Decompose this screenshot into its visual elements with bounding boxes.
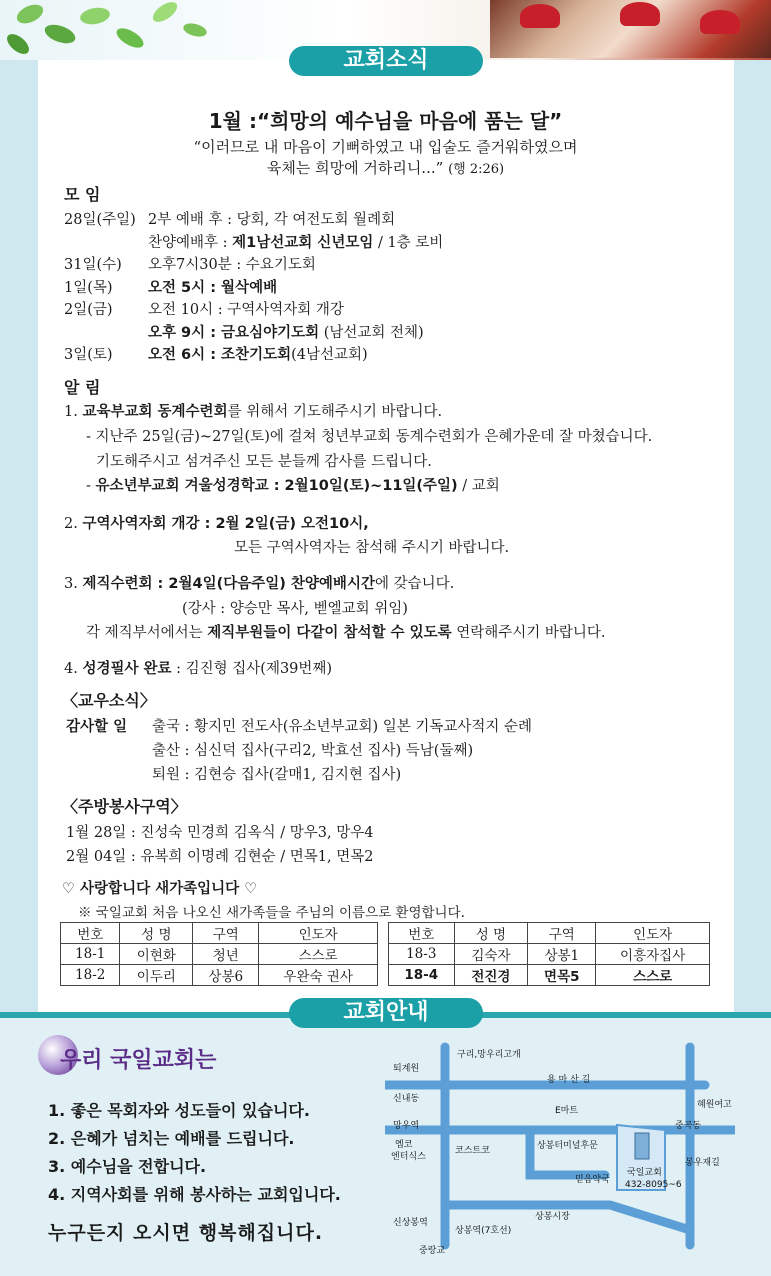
map-label: 신상봉역 <box>393 1218 428 1228</box>
meeting-text: 찬양예배후 : <box>148 234 233 251</box>
newcomers-heading: ♡ 사랑합니다 새가족입니다 ♡ <box>62 881 258 897</box>
table-header: 성 명 <box>120 923 193 944</box>
newcomers-table-right <box>388 922 710 986</box>
table-cell: 18-4 <box>389 965 455 986</box>
newcomers-note: ※ 국일교회 처음 나오신 새가족들을 주님의 이름으로 환영합니다. <box>78 905 465 921</box>
table-header: 성 명 <box>454 923 528 944</box>
table-cell: 면목5 <box>528 965 596 986</box>
table-header-row <box>389 923 710 944</box>
map-label: 중곡동 <box>675 1121 702 1131</box>
table-cell: 이흥자집사 <box>596 944 710 965</box>
table-header-row <box>61 923 378 944</box>
table-cell: 18-3 <box>389 944 455 965</box>
map-label: 코스트코 <box>455 1146 490 1156</box>
meeting-row <box>64 343 368 364</box>
meeting-row <box>64 231 443 252</box>
notice-3a: (강사 : 양승만 목사, 벧엘교회 위임) <box>182 601 408 617</box>
table-cell: 전진경 <box>454 965 528 986</box>
meeting-text: 오전 10시 : 구역사역자회 개강 <box>148 302 344 318</box>
section-label-info: 교회안내 <box>289 998 483 1028</box>
meeting-highlight: 오전 6시 : 조찬기도회 <box>148 347 292 363</box>
kitchen-row: 2월 04일 : 유복희 이명례 김현순 / 면목1, 면목2 <box>66 849 374 865</box>
notice-1c: - 유소년부교회 겨울성경학교 : 2월10일(토)~11일(주일) / 교회 <box>86 478 500 494</box>
verse-line-2: 육체는 희망에 거하리니...” (행 2:26) <box>266 159 505 177</box>
map-label: 망우역 <box>393 1121 420 1131</box>
map-label: 국일교회 <box>627 1168 662 1178</box>
table-cell: 청년 <box>193 944 259 965</box>
table-row <box>389 944 710 965</box>
notice-3b: 각 제직부서에서는 제직부원들이 다같이 참석할 수 있도록 연락해주시기 바랍니다. <box>86 625 606 641</box>
table-header: 구역 <box>193 923 259 944</box>
table-cell: 18-1 <box>61 944 120 965</box>
section-label-news: 교회소식 <box>289 46 483 76</box>
thanks-label: 감사할 일 <box>66 719 128 735</box>
map-label: 용 마 산 길 <box>547 1075 591 1085</box>
table-cell: 상봉1 <box>528 944 596 965</box>
intro-item: 4. 지역사회를 위해 봉사하는 교회입니다. <box>48 1185 341 1204</box>
newcomers-table-left <box>60 922 378 986</box>
kitchen-heading: 〈주방봉사구역〉 <box>62 797 187 816</box>
table-row <box>389 965 710 986</box>
notice-1b: 기도해주시고 섬겨주신 모든 분들께 감사를 드립니다. <box>96 454 432 470</box>
meeting-highlight: 오후 9시 : 금요심야기도회 <box>148 324 320 341</box>
meeting-day: 31일(수) <box>64 257 122 273</box>
table-cell: 우완숙 권사 <box>259 965 378 986</box>
map-label: 432-8095~6 <box>625 1180 682 1190</box>
intro-item: 1. 좋은 목회자와 성도들이 있습니다. <box>48 1101 310 1120</box>
table-cell: 상봉6 <box>193 965 259 986</box>
meeting-note: (4남선교회) <box>291 347 368 363</box>
meeting-day: 3일(토) <box>64 347 113 363</box>
christmas-photo <box>490 0 771 58</box>
meeting-text: 2부 예배 후 : 당회, 각 여전도회 월례회 <box>148 212 396 228</box>
map-label: 퇴계원 <box>393 1064 420 1074</box>
table-header: 인도자 <box>259 923 378 944</box>
meeting-row <box>64 253 316 274</box>
table-header: 구역 <box>528 923 596 944</box>
location-map <box>385 1035 735 1260</box>
table-header: 번호 <box>389 923 455 944</box>
members-news-row: 출국 : 황지민 전도사(유소년부교회) 일본 기독교사적지 순례 <box>152 719 533 735</box>
notice-3: 3. 제직수련회 : 2월4일(다음주일) 찬양예배시간에 갖습니다. <box>64 576 455 592</box>
meeting-row <box>64 298 344 319</box>
meeting-row <box>64 321 424 342</box>
members-news-row: 출산 : 심신덕 집사(구리2, 박효선 집사) 득남(둘째) <box>152 743 474 759</box>
meeting-note: / 1층 로비 <box>373 234 444 251</box>
map-label: 상봉터미널후문 <box>537 1141 598 1151</box>
notices-heading: 알 림 <box>64 378 101 397</box>
table-cell: 18-2 <box>61 965 120 986</box>
map-label: 중랑교 <box>419 1246 446 1256</box>
verse-line-1: “이러므로 내 마음이 기뻐하였고 내 입술도 즐거워하였으며 <box>193 138 578 156</box>
table-cell: 스스로 <box>596 965 710 986</box>
map-label: 상봉역(7호선) <box>455 1226 512 1236</box>
notice-2: 2. 구역사역자회 개강 : 2월 2일(금) 오전10시, <box>64 516 369 532</box>
kitchen-row: 1월 28일 : 진성숙 민경희 김옥식 / 망우3, 망우4 <box>66 825 374 841</box>
notice-2a: 모든 구역사역자는 참석해 주시기 바랍니다. <box>234 540 510 556</box>
map-label: E마트 <box>555 1106 579 1116</box>
table-row <box>61 944 378 965</box>
table-cell: 스스로 <box>259 944 378 965</box>
verse-reference: (행 2:26) <box>448 162 505 177</box>
meeting-day: 1일(목) <box>64 279 113 296</box>
map-label: 봉우재길 <box>685 1158 720 1168</box>
map-label: 믿음약국 <box>575 1175 610 1185</box>
welcome-message: 누구든지 오시면 행복해집니다. <box>48 1222 324 1244</box>
members-news-row: 퇴원 : 김현승 집사(갈매1, 김지현 집사) <box>152 767 402 783</box>
table-cell: 이두리 <box>120 965 193 986</box>
month-title: 1월 :“희망의 예수님을 마음에 품는 달” <box>208 109 563 133</box>
intro-item: 2. 은혜가 넘치는 예배를 드립니다. <box>48 1129 295 1148</box>
meetings-heading: 모 임 <box>64 185 101 204</box>
members-news-heading: 〈교우소식〉 <box>62 691 156 710</box>
meeting-note: (남선교회 전체) <box>319 324 424 341</box>
meeting-day: 28일(주일) <box>64 212 136 228</box>
meeting-day: 2일(금) <box>64 302 113 318</box>
meeting-row <box>64 208 395 229</box>
notice-1a: - 지난주 25일(금)~27일(토)에 걸쳐 청년부교회 동계수련회가 은혜가운데 잘 마쳤습니다. <box>86 429 653 445</box>
bible-verse <box>0 137 771 180</box>
table-cell: 이현화 <box>120 944 193 965</box>
notice-4: 4. 성경필사 완료 : 김진형 집사(제39번째) <box>64 661 333 677</box>
meeting-text: 오후7시30분 : 수요기도회 <box>148 257 316 273</box>
table-header: 인도자 <box>596 923 710 944</box>
table-header: 번호 <box>61 923 120 944</box>
leaves-decoration <box>0 0 240 60</box>
meeting-highlight: 제1남선교회 신년모임 <box>232 234 374 251</box>
table-cell: 김숙자 <box>454 944 528 965</box>
intro-item: 3. 예수님을 전합니다. <box>48 1157 207 1176</box>
meeting-highlight: 오전 5시 : 월삭예배 <box>148 279 278 296</box>
notice-1: 1. 교육부교회 동계수련회를 위해서 기도해주시기 바랍니다. <box>64 404 443 420</box>
map-label: 옘코 <box>395 1140 413 1150</box>
map-label: 혜원여고 <box>697 1100 732 1110</box>
table-row <box>61 965 378 986</box>
map-label: 신내동 <box>393 1094 420 1104</box>
intro-title: 우리 국일교회는 <box>60 1048 217 1073</box>
meeting-row <box>64 276 277 297</box>
map-label: 엔터식스 <box>391 1152 426 1162</box>
map-label: 구리,망우리고개 <box>457 1050 521 1060</box>
map-label: 상봉시장 <box>535 1212 570 1222</box>
